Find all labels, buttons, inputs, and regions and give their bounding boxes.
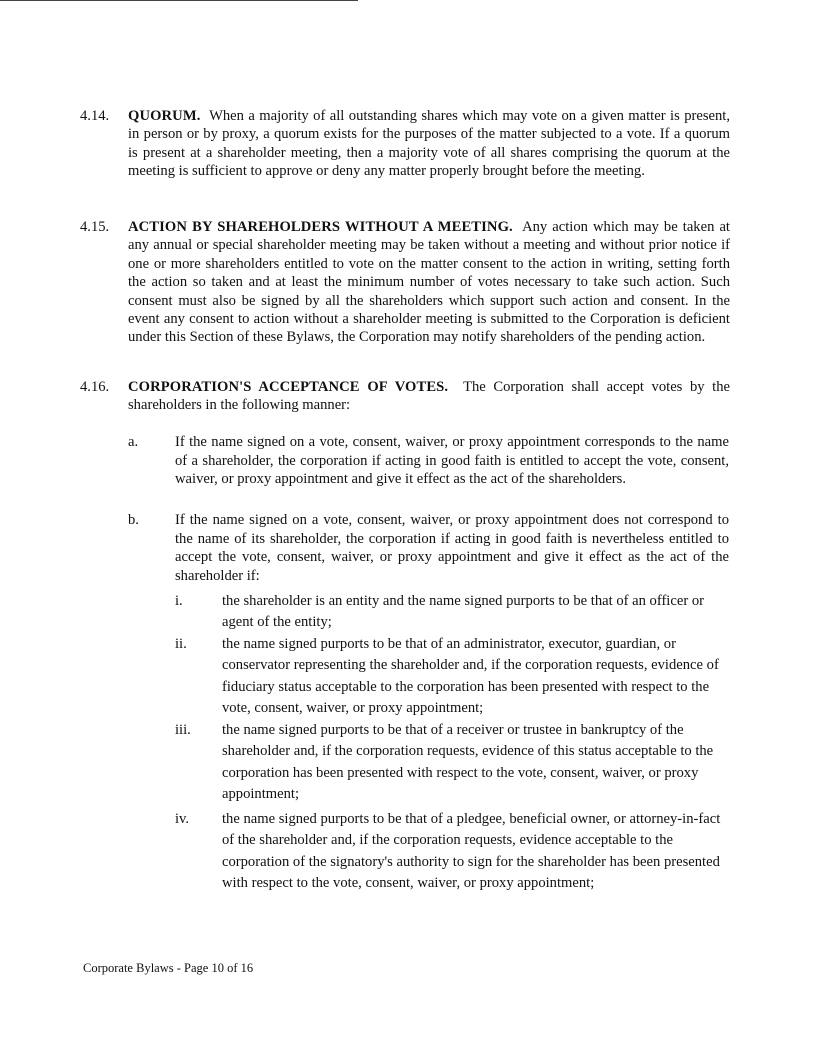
section-text: When a majority of all outstanding shares which may vote on a given matter is present, in person or by proxy, a quorum exists for the purposes of the matter subjected to a vote. If a quorum is present at a shareholder meeting, then a majority vote of all shares comprising the quorum at the meeting is sufficient to approve or deny any matter properly brought before the meeting.	[128, 108, 730, 180]
section-body	[128, 218, 730, 347]
sub-list-item-text: the name signed purports to be that of a pledgee, beneficial owner, or attorney-in-fact of the shareholder and, if the corporation requests, evidence acceptable to the corporation of the signatory's authority to sign for the shareholder has been presented with respect to the vote, consent, waiver, or proxy appointment;	[222, 811, 721, 892]
list-item-b	[128, 511, 729, 585]
sub-list-item-iii	[175, 720, 729, 806]
page-footer: Corporate Bylaws - Page 10 of 16	[83, 961, 254, 975]
section-text: Any action which may be taken at any annual or special shareholder meeting may be taken without a meeting and without prior notice if one or more shareholders entitled to vote on the matter consent to the action in writing, setting forth the action so taken and at least the minimum number of votes necessary to take such action. Such consent must also be signed by all the shareholders which support such action and consent. In the event any consent to action without a shareholder meeting is submitted to the Corporation is deficient under this Section of these Bylaws, the Corporation may notify shareholders of the pending action.	[128, 219, 730, 346]
section-body	[128, 378, 730, 415]
sub-list-item-text: the shareholder is an entity and the name signed purports to be that of an officer or agent of the entity;	[222, 593, 704, 631]
list-item-marker: a.	[128, 434, 139, 450]
list-item-text: If the name signed on a vote, consent, waiver, or proxy appointment corresponds to the name of a shareholder, the corporation if acting in good faith is entitled to accept the vote, consent, waiver, or proxy appointment and give it effect as the act of the shareholders.	[175, 434, 729, 488]
sub-list-item-text: the name signed purports to be that of an administrator, executor, guardian, or conservator representing the shareholder and, if the corporation requests, evidence of fiduciary status acceptable to the corporation has been presented with respect to the vote, consent, waiver, or proxy appointment;	[222, 636, 719, 717]
sub-list-item-text: the name signed purports to be that of a receiver or trustee in bankruptcy of the shareholder and, if the corporation requests, evidence of this status acceptable to the corporation has been presented with respect to the vote, consent, waiver, or proxy appointment;	[222, 722, 714, 803]
section-number: 4.16.	[80, 379, 110, 395]
section-text: The Corporation shall accept votes by the shareholders in the following manner:	[128, 379, 730, 414]
section-4-14-quorum	[80, 107, 730, 181]
section-4-16-acceptance-of-votes	[80, 378, 730, 415]
section-4-15-action-without-meeting	[80, 218, 730, 347]
sub-list-item-marker: iii.	[175, 722, 191, 738]
sub-list-item-marker: ii.	[175, 636, 187, 652]
list-item-a	[128, 433, 729, 489]
list-item-text: If the name signed on a vote, consent, waiver, or proxy appointment does not correspond to the name of its shareholder, the corporation if acting in good faith is nevertheless entitled to accept the vote, consent, waiver, or proxy appointment and give it effect as the act of the shareholder if:	[175, 512, 729, 584]
sub-list-item-marker: i.	[175, 593, 183, 609]
section-number: 4.15.	[80, 219, 110, 235]
section-heading: CORPORATION'S ACCEPTANCE OF VOTES.	[128, 379, 449, 395]
sub-list-item-ii	[175, 634, 729, 720]
section-body	[128, 107, 730, 181]
sub-list-item-marker: iv.	[175, 811, 190, 827]
section-number: 4.14.	[80, 108, 110, 124]
sub-list-item-iv	[175, 809, 729, 895]
list-item-marker: b.	[128, 512, 139, 528]
sub-list-item-i	[175, 591, 729, 634]
section-heading: QUORUM.	[128, 108, 201, 124]
section-heading: ACTION BY SHAREHOLDERS WITHOUT A MEETING.	[128, 219, 513, 235]
